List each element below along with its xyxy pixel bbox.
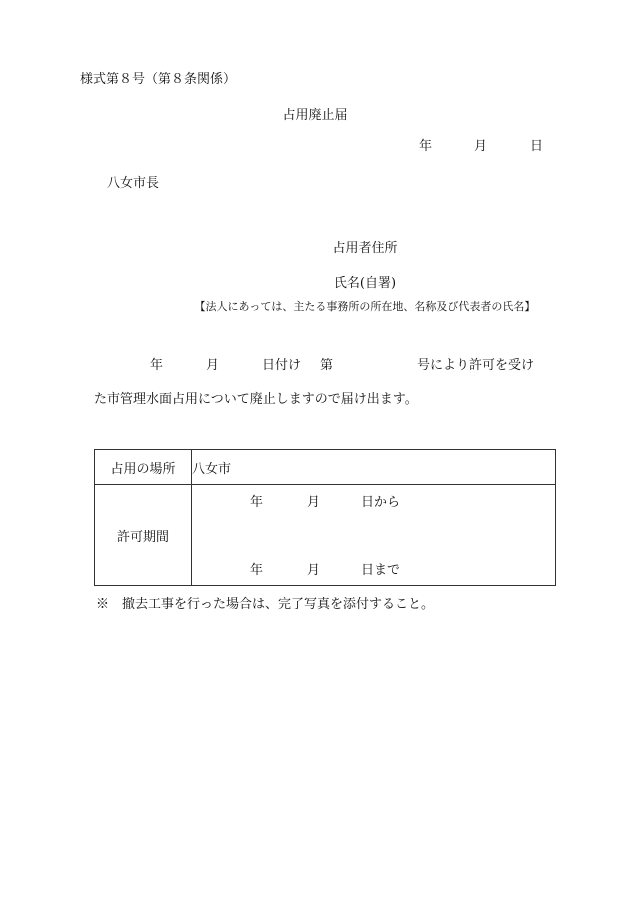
period-value [192,485,556,586]
period-to-year: 年 [250,563,264,578]
period-from-year: 年 [250,495,264,510]
body-month-label: 月 [206,358,220,373]
applicant-address-label: 占用者住所 [332,241,398,256]
applicant-name-label: 氏名(自署) [333,276,397,291]
body-line-2: た市管理水面占用について廃止しますので届け出ます。 [94,392,418,407]
table-row [95,450,556,485]
attachment-note: ※ 撤去工事を行った場合は、完了写真を添付すること。 [96,597,435,612]
body-year-label: 年 [150,358,164,373]
date-month-label: 月 [474,139,488,154]
period-to-day: 日まで [361,563,401,578]
body-dated-label: 日付け [262,358,302,373]
form-number: 様式第８号（第８条関係） [80,72,237,87]
corporate-note: 【法人にあっては、主たる事務所の所在地、名称及び代表者の氏名】 [194,300,536,313]
document-title: 占用廃止届 [282,108,348,123]
table-row [95,485,556,586]
date-year-label: 年 [419,139,433,154]
body-number-prefix: 第 [320,358,334,373]
place-label: 占用の場所 [95,450,192,485]
period-label: 許可期間 [95,485,192,586]
period-from-month: 月 [307,495,321,510]
date-day-label: 日 [530,139,544,154]
period-to-month: 月 [307,563,321,578]
place-value: 八女市 [192,450,556,485]
info-table [94,449,556,586]
body-number-suffix: 号により許可を受け [417,358,535,373]
addressee: 八女市長 [107,176,160,191]
period-from-day: 日から [361,495,401,510]
